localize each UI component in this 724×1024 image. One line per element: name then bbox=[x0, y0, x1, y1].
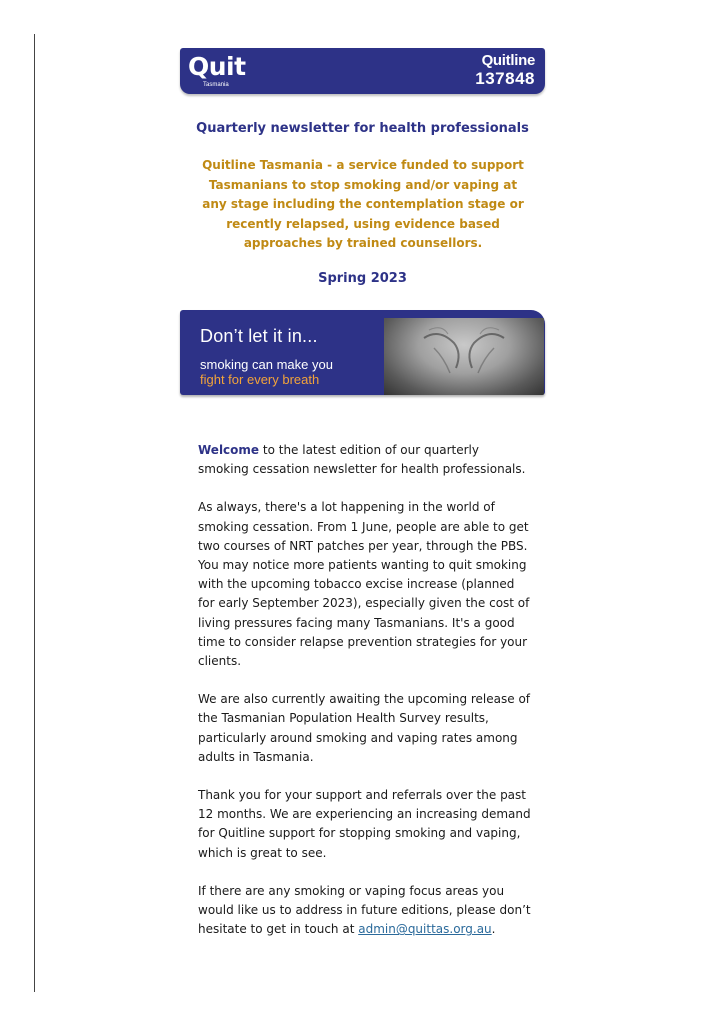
banner-headline: Don’t let it in... bbox=[200, 326, 318, 346]
quitline-logo bbox=[475, 52, 535, 88]
welcome-word: Welcome bbox=[198, 443, 260, 457]
contact-paragraph bbox=[198, 882, 532, 940]
quitline-name: Quitline bbox=[481, 52, 535, 69]
chest-hands-photo bbox=[384, 318, 544, 395]
header-banner bbox=[180, 48, 545, 94]
email-link[interactable]: admin@quittas.org.au bbox=[358, 922, 492, 937]
smoking-cessation-paragraph: As always, there's a lot happening in the world of smoking cessation. From 1 June, people are able to get two courses of NRT patches per year, through the PBS. You may notice more patients wanting to quit smoking with the upcoming tobacco excise increase (planned for early September 2023), especially given the cost of living pressures facing many Tasmanians. It's a good time to consider relapse prevention strategies for your clients. bbox=[198, 500, 530, 669]
intro-statement: Quitline Tasmania - a service funded to support Tasmanians to stop smoking and/or vaping at any stage including the contemplation stage or recently relapsed, using evidence based approaches by trained counsellors. bbox=[202, 158, 524, 250]
welcome-text: to the latest edition of our quarterly smoking cessation newsletter for health professionals. bbox=[198, 443, 526, 477]
campaign-banner[interactable] bbox=[180, 310, 545, 395]
welcome-paragraph bbox=[198, 441, 532, 479]
page-margin-rule bbox=[34, 34, 35, 992]
banner-tagline-1: smoking can make you bbox=[200, 357, 333, 372]
contact-end: . bbox=[491, 922, 496, 937]
health-survey-paragraph: We are also currently awaiting the upcoming release of the Tasmanian Population Health Survey results, particularly around smoking and vaping rates among adults in Tasmania. bbox=[198, 692, 531, 764]
newsletter-body bbox=[198, 441, 532, 958]
quitline-phone-number: 137848 bbox=[475, 69, 535, 88]
banner-tagline-2: fight for every breath bbox=[200, 372, 320, 387]
thank-you-paragraph: Thank you for your support and referrals over the past 12 months. We are experiencing an increasing demand for Quitline support for stopping smoking and vaping, which is great to see. bbox=[198, 788, 531, 860]
quit-logo-subtitle: Tasmania bbox=[203, 82, 229, 88]
newsletter-title: Quarterly newsletter for health professionals bbox=[196, 121, 529, 136]
quit-logo: Quit bbox=[188, 52, 246, 81]
edition-label: Spring 2023 bbox=[318, 271, 407, 286]
contact-text: If there are any smoking or vaping focus areas you would like us to address in future editions, please don’t hesitate to get in touch at bbox=[198, 883, 531, 937]
